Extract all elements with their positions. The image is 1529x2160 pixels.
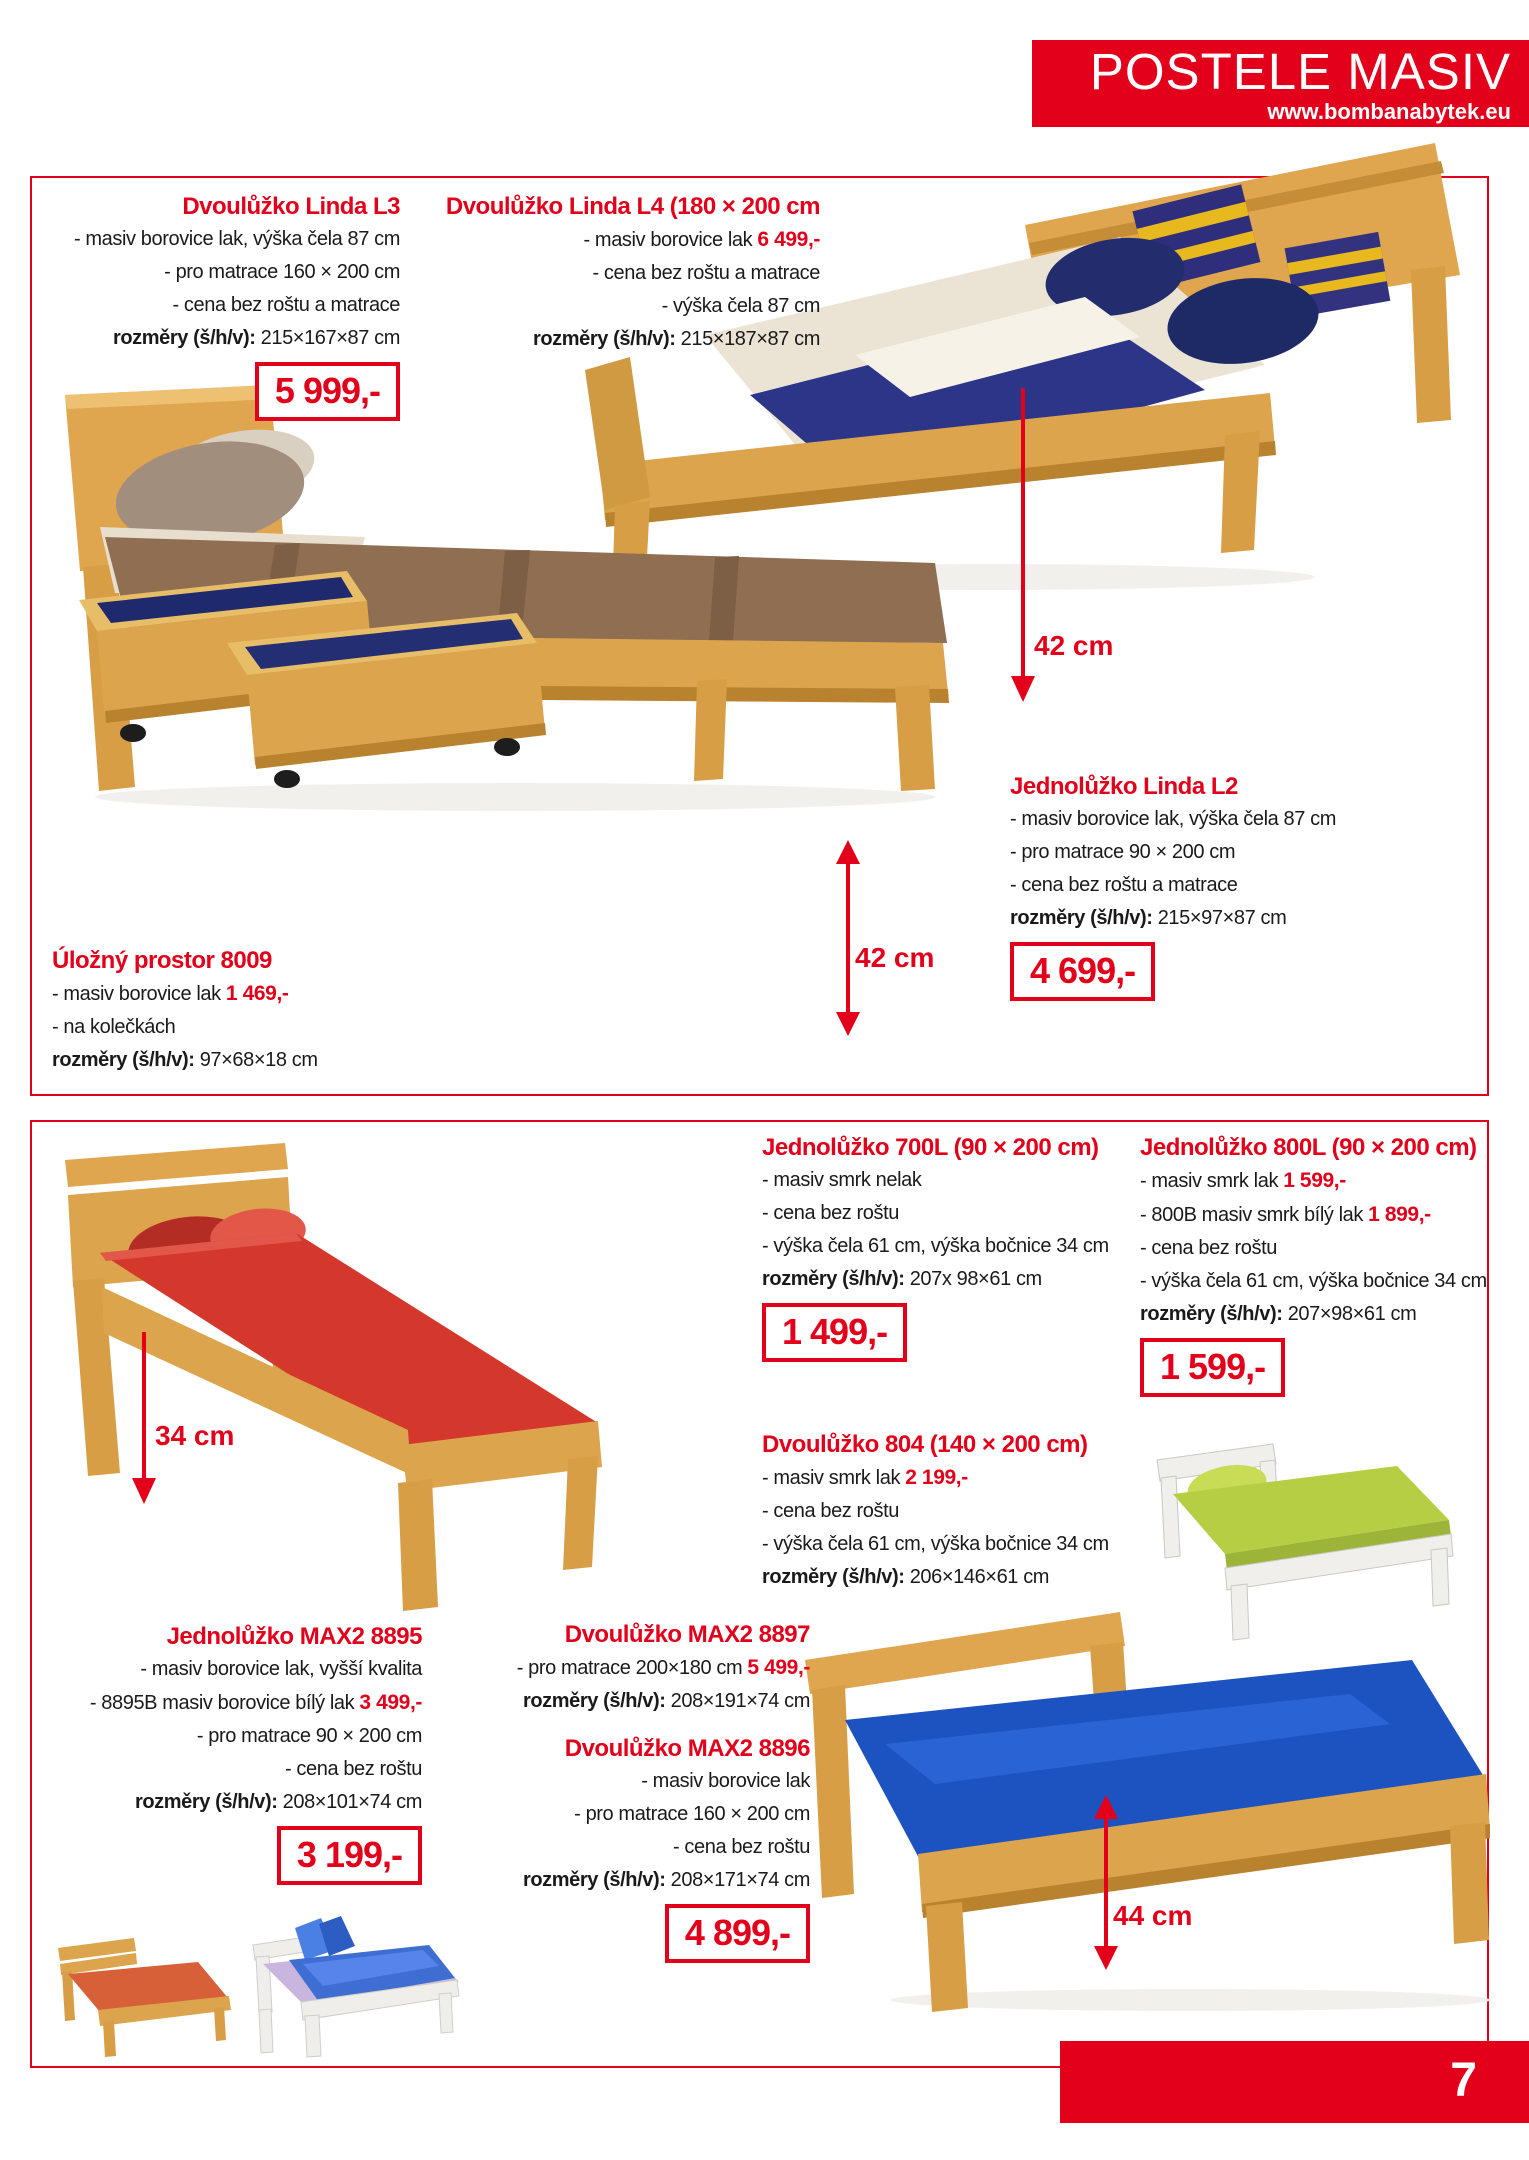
dimensions-value: 207×98×61 cm — [1282, 1303, 1417, 1325]
dimension-annotation-42cm-middle — [833, 840, 993, 1040]
product-line: - cena bez roštu a matrace — [172, 294, 400, 316]
product-dimensions — [60, 1786, 422, 1819]
product-line — [430, 1651, 810, 1685]
product-dimensions — [762, 1263, 1182, 1296]
product-title: Jednolůžko 800L (90 × 200 cm) — [1140, 1134, 1477, 1161]
product-dimensions — [430, 1864, 810, 1897]
price-badge: 4 899,- — [665, 1904, 810, 1963]
product-line — [762, 1461, 1182, 1495]
product-line: - pro matrace 90 × 200 cm — [196, 1725, 422, 1747]
product-title: Úložný prostor 8009 — [52, 947, 272, 974]
product-line: - pro matrace 90 × 200 cm — [1010, 841, 1236, 863]
dimensions-label: rozměry (š/h/v): — [52, 1049, 195, 1071]
product-line: - výška čela 61 cm, výška bočnice 34 cm — [1140, 1270, 1487, 1292]
product-dimensions — [1140, 1298, 1488, 1331]
product-800l — [1140, 1131, 1488, 1397]
header-banner — [1032, 40, 1529, 127]
small-bed-orange-illustration — [48, 1922, 243, 2062]
price-badge: 1 599,- — [1140, 1338, 1285, 1397]
bed-photo-small-orange — [48, 1922, 243, 2062]
dimensions-value: 207x 98×61 cm — [904, 1268, 1042, 1290]
dimensions-value: 215×187×87 cm — [675, 328, 820, 350]
line-text: - masiv smrk lak — [1140, 1170, 1284, 1192]
dimensions-label: rozměry (š/h/v): — [1140, 1303, 1283, 1325]
product-line: - cena bez roštu — [284, 1758, 422, 1780]
price-badge: 1 499,- — [762, 1303, 907, 1362]
product-title: Dvoulůžko 804 (140 × 200 cm) — [762, 1431, 1088, 1458]
line-text: - 8895B masiv borovice bílý lak — [89, 1692, 360, 1714]
product-804 — [762, 1428, 1182, 1594]
inline-price: 6 499,- — [757, 228, 820, 251]
product-line: - masiv borovice lak, výška čela 87 cm — [1010, 808, 1337, 830]
product-dimensions — [430, 1685, 810, 1718]
product-dimensions — [52, 1044, 472, 1077]
product-line: - masiv smrk nelak — [762, 1169, 922, 1191]
product-line — [1140, 1164, 1488, 1198]
arrow-down-icon — [129, 1332, 159, 1504]
product-line: - pro matrace 160 × 200 cm — [574, 1803, 810, 1825]
footer-bar — [1060, 2041, 1529, 2123]
line-text: - masiv borovice lak — [583, 229, 758, 251]
dimension-annotation-44cm — [1091, 1795, 1251, 1975]
dimension-label: 42 cm — [1034, 630, 1114, 661]
inline-price: 5 499,- — [747, 1656, 810, 1679]
product-max2-8897-8896 — [430, 1618, 810, 1963]
product-title: Jednolůžko MAX2 8895 — [166, 1623, 422, 1650]
product-title: Jednolůžko 700L (90 × 200 cm) — [762, 1134, 1099, 1161]
line-text: - masiv smrk lak — [762, 1467, 906, 1489]
dimensions-value: 215×97×87 cm — [1152, 907, 1287, 929]
website-url: www.bombanabytek.eu — [1267, 99, 1511, 124]
dimensions-value: 208×191×74 cm — [665, 1690, 810, 1712]
product-line — [430, 223, 820, 257]
product-line: - masiv borovice lak, vyšší kvalita — [140, 1658, 422, 1680]
dimensions-label: rozměry (š/h/v): — [532, 328, 676, 350]
product-700l — [762, 1131, 1182, 1362]
product-line: - cena bez roštu — [762, 1500, 900, 1522]
dimension-annotation-42cm-top — [1008, 388, 1168, 708]
product-line — [52, 977, 472, 1011]
product-line: - masiv borovice lak — [641, 1770, 810, 1792]
product-dimensions — [430, 323, 820, 356]
line-text: - masiv borovice lak — [52, 983, 226, 1005]
arrow-up-down-icon — [1091, 1795, 1121, 1970]
product-line: - výška čela 87 cm — [661, 295, 820, 317]
product-title: Dvoulůžko Linda L3 — [182, 193, 400, 220]
product-line: - pro matrace 160 × 200 cm — [164, 261, 400, 283]
dimensions-value: 208×171×74 cm — [665, 1869, 810, 1891]
product-title: Dvoulůžko MAX2 8896 — [564, 1735, 810, 1762]
dimensions-value: 97×68×18 cm — [194, 1049, 318, 1071]
product-line: - cena bez roštu — [762, 1202, 900, 1224]
line-text: - pro matrace 200×180 cm — [516, 1657, 748, 1679]
product-title: Dvoulůžko Linda L4 (180 × 200 cm — [445, 193, 820, 220]
product-line: - výška čela 61 cm, výška bočnice 34 cm — [762, 1235, 1109, 1257]
price-badge: 5 999,- — [255, 362, 400, 421]
product-title: Dvoulůžko MAX2 8897 — [564, 1621, 810, 1648]
product-dimensions — [40, 322, 400, 355]
product-line: - cena bez roštu — [1140, 1237, 1278, 1259]
product-line: - cena bez roštu a matrace — [1010, 874, 1238, 896]
product-linda-l3 — [40, 190, 400, 421]
dimensions-value: 208×101×74 cm — [277, 1791, 422, 1813]
product-line — [60, 1686, 422, 1720]
dimensions-label: rozměry (š/h/v): — [522, 1690, 666, 1712]
product-dimensions — [1010, 902, 1480, 935]
arrow-up-down-icon — [833, 840, 863, 1036]
product-linda-l2 — [1010, 770, 1480, 1001]
product-line: - masiv borovice lak, výška čela 87 cm — [73, 228, 400, 250]
product-line — [1140, 1198, 1488, 1232]
dimensions-label: rozměry (š/h/v): — [112, 327, 256, 349]
dimensions-value: 215×167×87 cm — [255, 327, 400, 349]
dimensions-value: 206×146×61 cm — [904, 1566, 1050, 1588]
inline-price: 2 199,- — [905, 1466, 968, 1489]
dimensions-label: rozměry (š/h/v): — [1010, 907, 1153, 929]
dimension-label: 44 cm — [1113, 1900, 1193, 1931]
product-linda-l4 — [430, 190, 820, 356]
inline-price: 1 469,- — [225, 982, 289, 1005]
dimension-annotation-34cm — [129, 1332, 289, 1508]
product-title: Jednolůžko Linda L2 — [1010, 773, 1238, 800]
product-line: - výška čela 61 cm, výška bočnice 34 cm — [762, 1533, 1109, 1555]
product-dimensions — [762, 1561, 1182, 1594]
inline-price: 1 899,- — [1368, 1203, 1431, 1226]
product-line: - cena bez roštu — [672, 1836, 810, 1858]
product-ulozny-prostor-8009 — [52, 944, 472, 1077]
page-title: POSTELE MASIV — [1089, 43, 1511, 100]
price-badge: 3 199,- — [277, 1826, 422, 1885]
inline-price: 3 499,- — [359, 1691, 422, 1714]
product-line: - cena bez roštu a matrace — [592, 262, 820, 284]
dimension-label: 34 cm — [155, 1420, 235, 1451]
dimension-label: 42 cm — [855, 942, 935, 973]
dimensions-label: rozměry (š/h/v): — [762, 1566, 905, 1588]
product-max2-8895 — [60, 1620, 422, 1885]
dimensions-label: rozměry (š/h/v): — [762, 1268, 905, 1290]
page-number: 7 — [1450, 2054, 1477, 2107]
line-text: - 800B masiv smrk bílý lak — [1140, 1204, 1369, 1226]
price-badge: 4 699,- — [1010, 942, 1155, 1001]
dimensions-label: rozměry (š/h/v): — [134, 1791, 278, 1813]
product-line: - na kolečkách — [52, 1016, 176, 1038]
dimensions-label: rozměry (š/h/v): — [522, 1869, 666, 1891]
inline-price: 1 599,- — [1283, 1169, 1346, 1192]
